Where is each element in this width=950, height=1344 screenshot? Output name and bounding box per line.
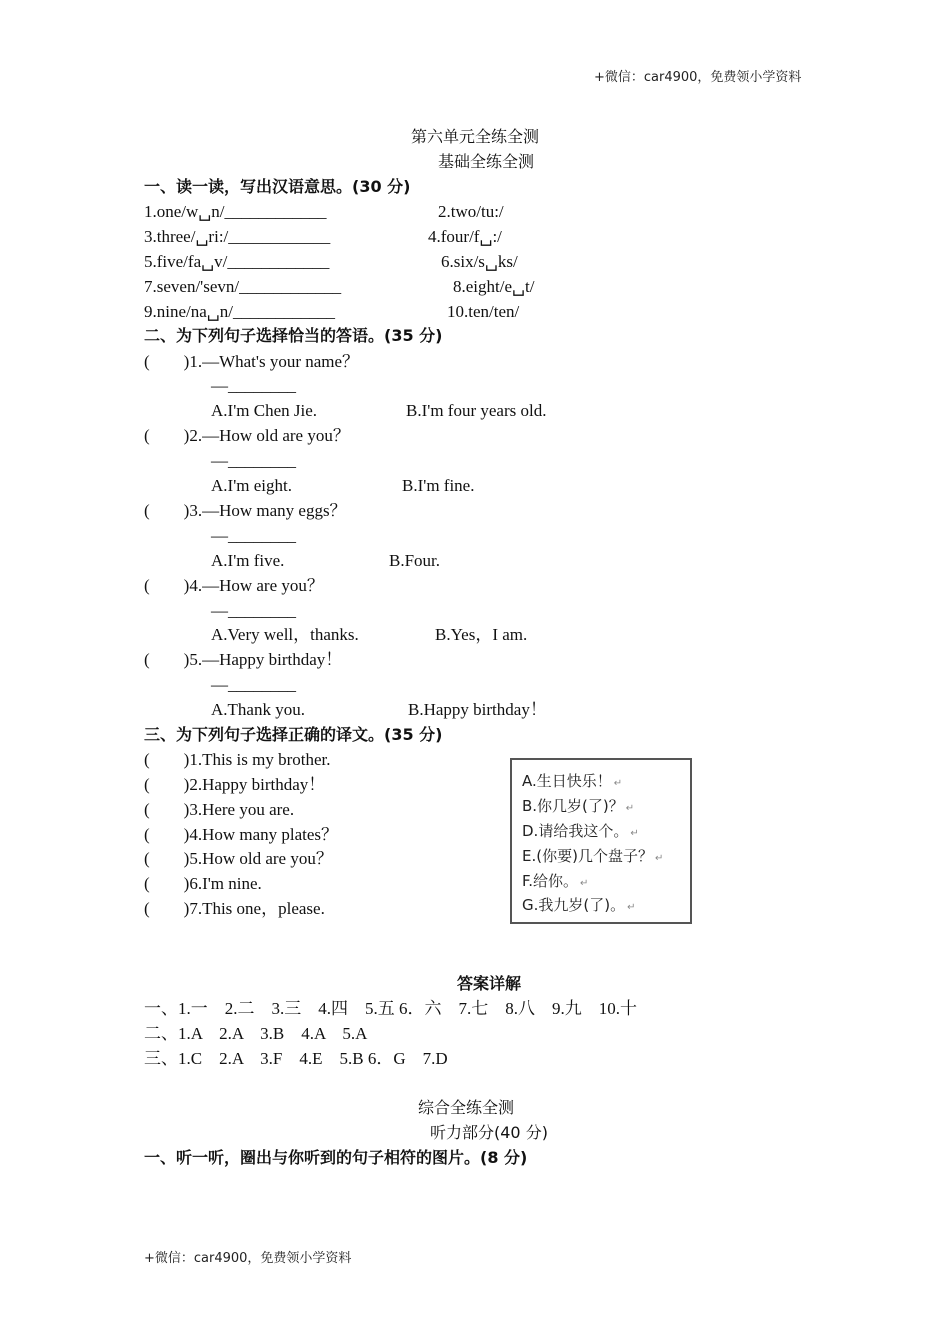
vocab-item-3: 3.three/␣ri:/____________	[144, 227, 331, 246]
listening-section1-heading: 一、听一听，圈出与你听到的句子相符的图片。(8 分)	[144, 1148, 528, 1167]
return-mark-icon: ↵	[654, 853, 664, 864]
vocab-item-1: 1.one/w␣n/____________	[144, 202, 327, 221]
q2-4-question: ( )4.—How are you？	[144, 576, 324, 595]
q2-3-question: ( )3.—How many eggs？	[144, 501, 347, 520]
q2-2-answer-blank: —________	[211, 451, 296, 470]
answers-heading: 答案详解	[457, 974, 522, 993]
comprehensive-title: 综合全练全测	[418, 1098, 515, 1117]
q2-1-answer-blank: —________	[211, 376, 296, 395]
trans-item-4: ( )4.How many plates？	[144, 825, 339, 844]
option-f-text: F.给你。	[522, 872, 578, 890]
q2-1-option-a: A.I'm Chen Jie.	[211, 401, 317, 420]
q2-5-option-a: A.Thank you.	[211, 700, 305, 719]
return-mark-icon: ↵	[625, 803, 635, 814]
option-f	[522, 870, 588, 891]
answers-line-1: 一、1.一 2.二 3.三 4.四 5.五 6．六 7.七 8.八 9.九 10.十	[144, 999, 637, 1018]
translation-options-box	[510, 758, 692, 924]
listening-title: 听力部分(40 分)	[430, 1123, 548, 1142]
vocab-item-6: 6.six/s␣ks/	[441, 252, 518, 271]
trans-item-1: ( )1.This is my brother.	[144, 750, 331, 769]
return-mark-icon: ↵	[630, 828, 639, 839]
trans-item-5: ( )5.How old are you？	[144, 849, 333, 868]
answers-line-3: 三、1.C 2.A 3.F 4.E 5.B 6．G 7.D	[144, 1049, 448, 1068]
vocab-item-8: 8.eight/e␣t/	[453, 277, 535, 296]
option-d-text: D.请给我这个。	[522, 822, 629, 840]
section3-heading: 三、为下列句子选择正确的译文。(35 分)	[144, 725, 443, 744]
section2-heading: 二、为下列句子选择恰当的答语。(35 分)	[144, 326, 443, 345]
vocab-item-9: 9.nine/na␣n/____________	[144, 302, 335, 321]
section1-heading: 一、读一读，写出汉语意思。(30 分)	[144, 177, 411, 196]
option-g-text: G.我九岁(了)。	[522, 896, 626, 914]
vocab-item-10: 10.ten/ten/	[447, 302, 520, 321]
q2-2-option-a: A.I'm eight.	[211, 476, 292, 495]
option-b	[522, 795, 634, 816]
vocab-item-4: 4.four/f␣:/	[428, 227, 502, 246]
q2-3-option-b: B.Four.	[389, 551, 441, 570]
q2-5-question: ( )5.—Happy birthday！	[144, 650, 343, 669]
footer-note: +微信：car4900，免费领小学资料	[144, 1251, 352, 1266]
q2-4-option-b: B.Yes，I am.	[435, 625, 528, 644]
q2-2-question: ( )2.—How old are you？	[144, 426, 350, 445]
q2-5-answer-blank: —________	[211, 675, 296, 694]
return-mark-icon: ↵	[627, 902, 636, 913]
page-subtitle: 基础全练全测	[438, 152, 535, 171]
header-note: +微信：car4900，免费领小学资料	[594, 70, 802, 85]
option-d	[522, 820, 639, 841]
option-e	[522, 845, 663, 866]
vocab-item-2: 2.two/tu:/	[438, 202, 504, 221]
return-mark-icon: ↵	[580, 878, 589, 889]
trans-item-7: ( )7.This one，please.	[144, 899, 325, 918]
option-a	[522, 770, 622, 791]
trans-item-3: ( )3.Here you are.	[144, 800, 295, 819]
q2-1-option-b: B.I'm four years old.	[406, 401, 547, 420]
q2-4-answer-blank: —________	[211, 601, 296, 620]
trans-item-6: ( )6.I'm nine.	[144, 874, 262, 893]
q2-1-question: ( )1.—What's your name？	[144, 352, 360, 371]
vocab-item-5: 5.five/fa␣v/____________	[144, 252, 330, 271]
vocab-item-7: 7.seven/'sevn/____________	[144, 277, 342, 296]
q2-5-option-b: B.Happy birthday！	[408, 700, 547, 719]
option-g	[522, 894, 636, 915]
option-b-text: B.你几岁(了)？	[522, 797, 624, 815]
answers-line-2: 二、1.A 2.A 3.B 4.A 5.A	[144, 1024, 368, 1043]
page-title: 第六单元全练全测	[410, 127, 539, 146]
option-e-text: E.(你要)几个盘子？	[522, 847, 653, 865]
option-a-text: A.生日快乐！	[522, 772, 612, 790]
q2-4-option-a: A.Very well，thanks.	[211, 625, 359, 644]
return-mark-icon: ↵	[613, 778, 623, 789]
q2-3-option-a: A.I'm five.	[211, 551, 285, 570]
trans-item-2: ( )2.Happy birthday！	[144, 775, 326, 794]
q2-3-answer-blank: —________	[211, 526, 296, 545]
q2-2-option-b: B.I'm fine.	[402, 476, 475, 495]
